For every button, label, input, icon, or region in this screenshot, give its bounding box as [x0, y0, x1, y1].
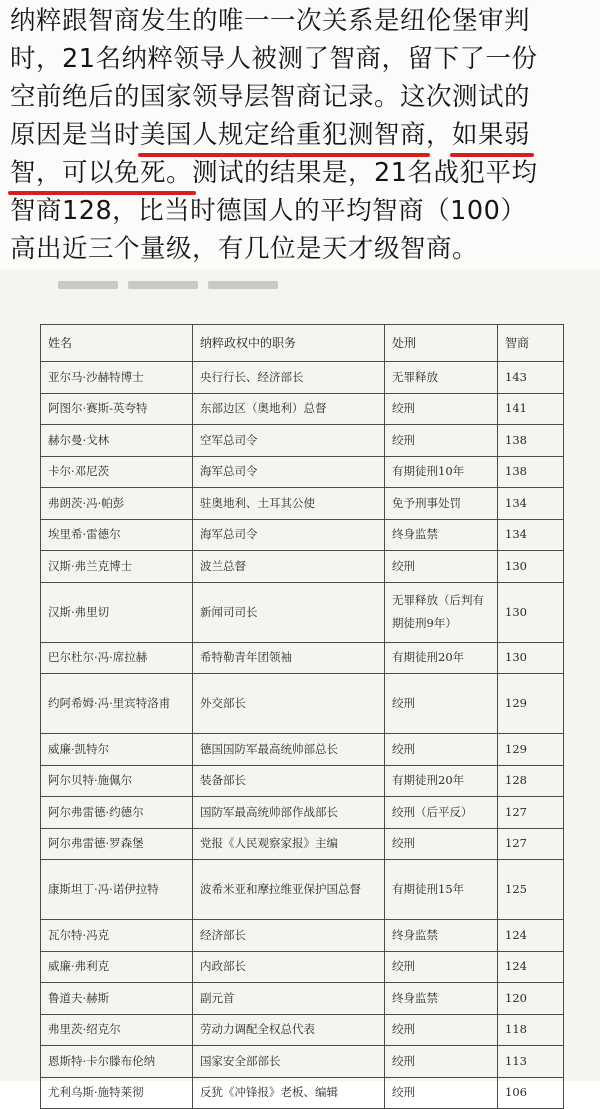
cell-sentence — [385, 860, 498, 920]
cell-role-text: 海军总司令 — [200, 527, 258, 542]
cell-sentence — [385, 734, 498, 766]
table-row — [41, 551, 564, 583]
cell-name-text: 埃里希·雷德尔 — [48, 527, 121, 542]
cell-name-text: 尤利乌斯·施特莱彻 — [48, 1085, 144, 1100]
cell-role — [193, 674, 385, 734]
cell-iq — [498, 425, 564, 457]
highlighted-phrase: 美国人规定给重犯测智商 — [140, 116, 426, 154]
cell-name-text: 卡尔·邓尼茨 — [48, 464, 110, 479]
cell-name-text: 阿尔弗雷德·约德尔 — [48, 804, 144, 819]
cell-sentence-text: 有期徒刑15年 — [392, 882, 465, 896]
highlighted-phrase: 如果弱 — [452, 116, 530, 154]
cell-name-text: 威廉·凯特尔 — [48, 741, 110, 756]
cell-role — [193, 951, 385, 983]
cell-iq-text: 127 — [505, 804, 527, 819]
cell-name — [41, 582, 193, 642]
cell-role — [193, 1014, 385, 1046]
cell-name — [41, 828, 193, 860]
cell-role-text: 副元首 — [200, 990, 235, 1005]
cell-sentence-text: 绞刑 — [392, 558, 415, 573]
cell-role — [193, 797, 385, 829]
cell-name — [41, 456, 193, 488]
cell-role — [193, 551, 385, 583]
cell-sentence — [385, 920, 498, 952]
cell-name — [41, 951, 193, 983]
cell-sentence-text: 绞刑 — [392, 432, 415, 447]
cell-role — [193, 765, 385, 797]
cell-name-text: 汉斯·弗兰克博士 — [48, 558, 133, 573]
table-row — [41, 674, 564, 734]
cell-name — [41, 734, 193, 766]
cell-role — [193, 920, 385, 952]
cell-iq — [498, 1014, 564, 1046]
intro-line: 空前绝后的国家领导层智商记录。这次测试的 — [10, 82, 531, 112]
cell-sentence — [385, 1077, 498, 1109]
intro-paragraph — [10, 2, 595, 268]
cell-sentence — [385, 951, 498, 983]
table-row — [41, 797, 564, 829]
cell-iq-text: 125 — [505, 882, 527, 896]
cell-name — [41, 765, 193, 797]
cell-sentence — [385, 519, 498, 551]
cell-sentence-text: 无罪释放（后判有期徒刑9年） — [392, 593, 484, 630]
cell-sentence — [385, 488, 498, 520]
cell-role — [193, 488, 385, 520]
table-row — [41, 983, 564, 1015]
table-row — [41, 920, 564, 952]
cell-name-text: 阿尔贝特·施佩尔 — [48, 773, 133, 788]
intro-line — [10, 116, 595, 154]
cell-role-text: 驻奥地利、土耳其公使 — [200, 495, 315, 510]
cell-sentence — [385, 642, 498, 674]
cell-iq — [498, 362, 564, 394]
cell-iq — [498, 456, 564, 488]
cell-iq-text: 129 — [505, 696, 527, 710]
intro-text: 测试的结果是，21名战犯平均 — [192, 158, 538, 188]
cell-sentence — [385, 828, 498, 860]
cell-iq — [498, 642, 564, 674]
cell-iq-text: 124 — [505, 927, 527, 942]
cell-iq-text: 143 — [505, 369, 527, 384]
cell-iq — [498, 860, 564, 920]
cell-iq-text: 134 — [505, 527, 527, 542]
table-row — [41, 951, 564, 983]
cell-sentence — [385, 1046, 498, 1078]
cell-role — [193, 519, 385, 551]
cell-sentence-text: 绞刑 — [392, 401, 415, 416]
cell-iq — [498, 1077, 564, 1109]
cell-name — [41, 551, 193, 583]
cell-iq — [498, 1046, 564, 1078]
cell-name — [41, 519, 193, 551]
table-row — [41, 765, 564, 797]
cell-name-text: 康斯坦丁·冯·诺伊拉特 — [48, 882, 159, 896]
cell-sentence-text: 终身监禁 — [392, 927, 438, 942]
cell-name-text: 亚尔马·沙赫特博士 — [48, 369, 144, 384]
header-iq: 智商 — [498, 325, 564, 362]
cell-role-text: 国防军最高统帅部作战部长 — [200, 804, 338, 819]
cell-sentence-text: 绞刑（后平反） — [392, 804, 473, 819]
cell-iq-text: 127 — [505, 836, 527, 851]
scanned-table-image — [0, 270, 600, 1100]
cell-role-text: 希特勒青年团领袖 — [200, 650, 292, 665]
cell-iq-text: 129 — [505, 741, 527, 756]
iq-table — [40, 324, 564, 1109]
cell-role-text: 反犹《冲锋报》老板、编辑 — [200, 1085, 338, 1100]
cell-iq-text: 138 — [505, 464, 527, 479]
cell-name-text: 巴尔杜尔·冯·席拉赫 — [48, 650, 148, 665]
cell-iq — [498, 674, 564, 734]
cell-role — [193, 1046, 385, 1078]
cell-sentence — [385, 425, 498, 457]
cell-role-text: 新闻司司长 — [200, 604, 258, 619]
cell-role-text: 空军总司令 — [200, 432, 258, 447]
cell-role — [193, 456, 385, 488]
cell-name — [41, 860, 193, 920]
table-row — [41, 393, 564, 425]
cell-role — [193, 582, 385, 642]
cell-name-text: 瓦尔特·冯克 — [48, 927, 110, 942]
cell-role — [193, 393, 385, 425]
table-row — [41, 582, 564, 642]
intro-text: 原因是当时 — [10, 120, 141, 150]
table-row — [41, 734, 564, 766]
cell-iq — [498, 797, 564, 829]
cell-iq — [498, 393, 564, 425]
cell-sentence — [385, 551, 498, 583]
cell-sentence-text: 有期徒刑10年 — [392, 464, 465, 479]
cell-sentence — [385, 456, 498, 488]
cell-role-text: 波希米亚和摩拉维亚保护国总督 — [200, 882, 361, 896]
cell-name-text: 赫尔曼·戈林 — [48, 432, 110, 447]
cell-name — [41, 920, 193, 952]
table-row — [41, 860, 564, 920]
cell-iq — [498, 488, 564, 520]
cell-sentence-text: 免予刑事处罚 — [392, 495, 461, 510]
faded-caption-mark — [58, 278, 288, 292]
table-row — [41, 1014, 564, 1046]
cell-sentence-text: 有期徒刑20年 — [392, 773, 465, 788]
table-row — [41, 362, 564, 394]
cell-sentence-text: 绞刑 — [392, 741, 415, 756]
intro-line: 智商128，比当时德国人的平均智商（100） — [10, 196, 527, 226]
cell-sentence — [385, 983, 498, 1015]
cell-sentence-text: 绞刑 — [392, 836, 415, 851]
cell-name — [41, 1077, 193, 1109]
cell-role — [193, 734, 385, 766]
cell-iq-text: 138 — [505, 432, 527, 447]
cell-name-text: 阿尔弗雷德·罗森堡 — [48, 836, 144, 851]
cell-sentence-text: 绞刑 — [392, 1053, 415, 1068]
cell-iq — [498, 734, 564, 766]
cell-name — [41, 642, 193, 674]
cell-iq — [498, 765, 564, 797]
cell-role-text: 劳动力调配全权总代表 — [200, 1022, 315, 1037]
highlighted-phrase: 智，可以免死。 — [10, 154, 192, 192]
cell-role — [193, 425, 385, 457]
cell-iq — [498, 519, 564, 551]
cell-role — [193, 828, 385, 860]
cell-sentence-text: 绞刑 — [392, 1085, 415, 1100]
table-row — [41, 425, 564, 457]
cell-role-text: 海军总司令 — [200, 464, 258, 479]
cell-iq-text: 120 — [505, 990, 527, 1005]
cell-name — [41, 1046, 193, 1078]
cell-sentence-text: 终身监禁 — [392, 990, 438, 1005]
cell-sentence-text: 绞刑 — [392, 696, 415, 710]
cell-iq-text: 130 — [505, 650, 527, 665]
cell-iq-text: 130 — [505, 558, 527, 573]
cell-role-text: 党报《人民观察家报》主编 — [200, 836, 338, 851]
cell-sentence-text: 绞刑 — [392, 959, 415, 974]
cell-role-text: 内政部长 — [200, 959, 246, 974]
header-role: 纳粹政权中的职务 — [193, 325, 385, 362]
intro-line: 纳粹跟智商发生的唯一一次关系是纽伦堡审判 — [10, 6, 531, 36]
cell-role-text: 经济部长 — [200, 927, 246, 942]
cell-role — [193, 1077, 385, 1109]
cell-role — [193, 362, 385, 394]
intro-text: ， — [426, 120, 453, 150]
cell-role-text: 国家安全部部长 — [200, 1053, 281, 1068]
table-row — [41, 828, 564, 860]
cell-name — [41, 983, 193, 1015]
cell-name — [41, 362, 193, 394]
cell-role — [193, 983, 385, 1015]
cell-name — [41, 393, 193, 425]
cell-sentence — [385, 797, 498, 829]
cell-iq-text: 130 — [505, 604, 527, 619]
cell-role-text: 外交部长 — [200, 696, 246, 710]
cell-role — [193, 860, 385, 920]
table-row — [41, 488, 564, 520]
cell-name — [41, 425, 193, 457]
cell-name-text: 弗朗茨·冯·帕彭 — [48, 495, 125, 510]
table-row — [41, 642, 564, 674]
cell-name — [41, 797, 193, 829]
cell-iq — [498, 983, 564, 1015]
cell-iq-text: 113 — [505, 1053, 527, 1068]
cell-iq — [498, 951, 564, 983]
table-row — [41, 456, 564, 488]
cell-role-text: 央行行长、经济部长 — [200, 369, 304, 384]
cell-name-text: 汉斯·弗里切 — [48, 604, 110, 619]
cell-sentence-text: 有期徒刑20年 — [392, 650, 465, 665]
intro-line: 高出近三个量级，有几位是天才级智商。 — [10, 234, 479, 264]
cell-iq-text: 124 — [505, 959, 527, 974]
cell-name-text: 威廉·弗利克 — [48, 959, 110, 974]
cell-name-text: 阿图尔·赛斯-英夸特 — [48, 401, 148, 416]
cell-iq — [498, 920, 564, 952]
cell-name — [41, 1014, 193, 1046]
cell-name — [41, 488, 193, 520]
cell-iq-text: 128 — [505, 773, 527, 788]
cell-iq — [498, 582, 564, 642]
cell-name-text: 鲁道夫·赫斯 — [48, 990, 110, 1005]
cell-sentence — [385, 1014, 498, 1046]
cell-iq-text: 118 — [505, 1022, 527, 1037]
cell-sentence-text: 绞刑 — [392, 1022, 415, 1037]
cell-sentence — [385, 393, 498, 425]
cell-name-text: 约阿希姆·冯·里宾特洛甫 — [48, 696, 171, 710]
cell-sentence — [385, 362, 498, 394]
intro-line: 时，21名纳粹领导人被测了智商，留下了一份 — [10, 44, 538, 74]
table-row — [41, 1046, 564, 1078]
header-name: 姓名 — [41, 325, 193, 362]
cell-sentence-text: 无罪释放 — [392, 369, 438, 384]
cell-name — [41, 674, 193, 734]
cell-name-text: 弗里茨·绍克尔 — [48, 1022, 121, 1037]
header-sentence: 处刑 — [385, 325, 498, 362]
cell-role — [193, 642, 385, 674]
cell-role-text: 波兰总督 — [200, 558, 246, 573]
cell-sentence-text: 终身监禁 — [392, 527, 438, 542]
table-row — [41, 1077, 564, 1109]
cell-role-text: 德国国防军最高统帅部总长 — [200, 741, 338, 756]
cell-role-text: 东部边区（奥地利）总督 — [200, 401, 327, 416]
cell-iq-text: 141 — [505, 401, 527, 416]
table-row — [41, 519, 564, 551]
cell-iq-text: 106 — [505, 1085, 527, 1100]
cell-name-text: 恩斯特·卡尔滕布伦纳 — [48, 1053, 156, 1068]
cell-iq — [498, 551, 564, 583]
cell-sentence — [385, 765, 498, 797]
cell-sentence — [385, 582, 498, 642]
cell-sentence — [385, 674, 498, 734]
cell-role-text: 装备部长 — [200, 773, 246, 788]
table-header-row — [41, 325, 564, 362]
intro-line — [10, 154, 595, 192]
cell-iq — [498, 828, 564, 860]
cell-iq-text: 134 — [505, 495, 527, 510]
